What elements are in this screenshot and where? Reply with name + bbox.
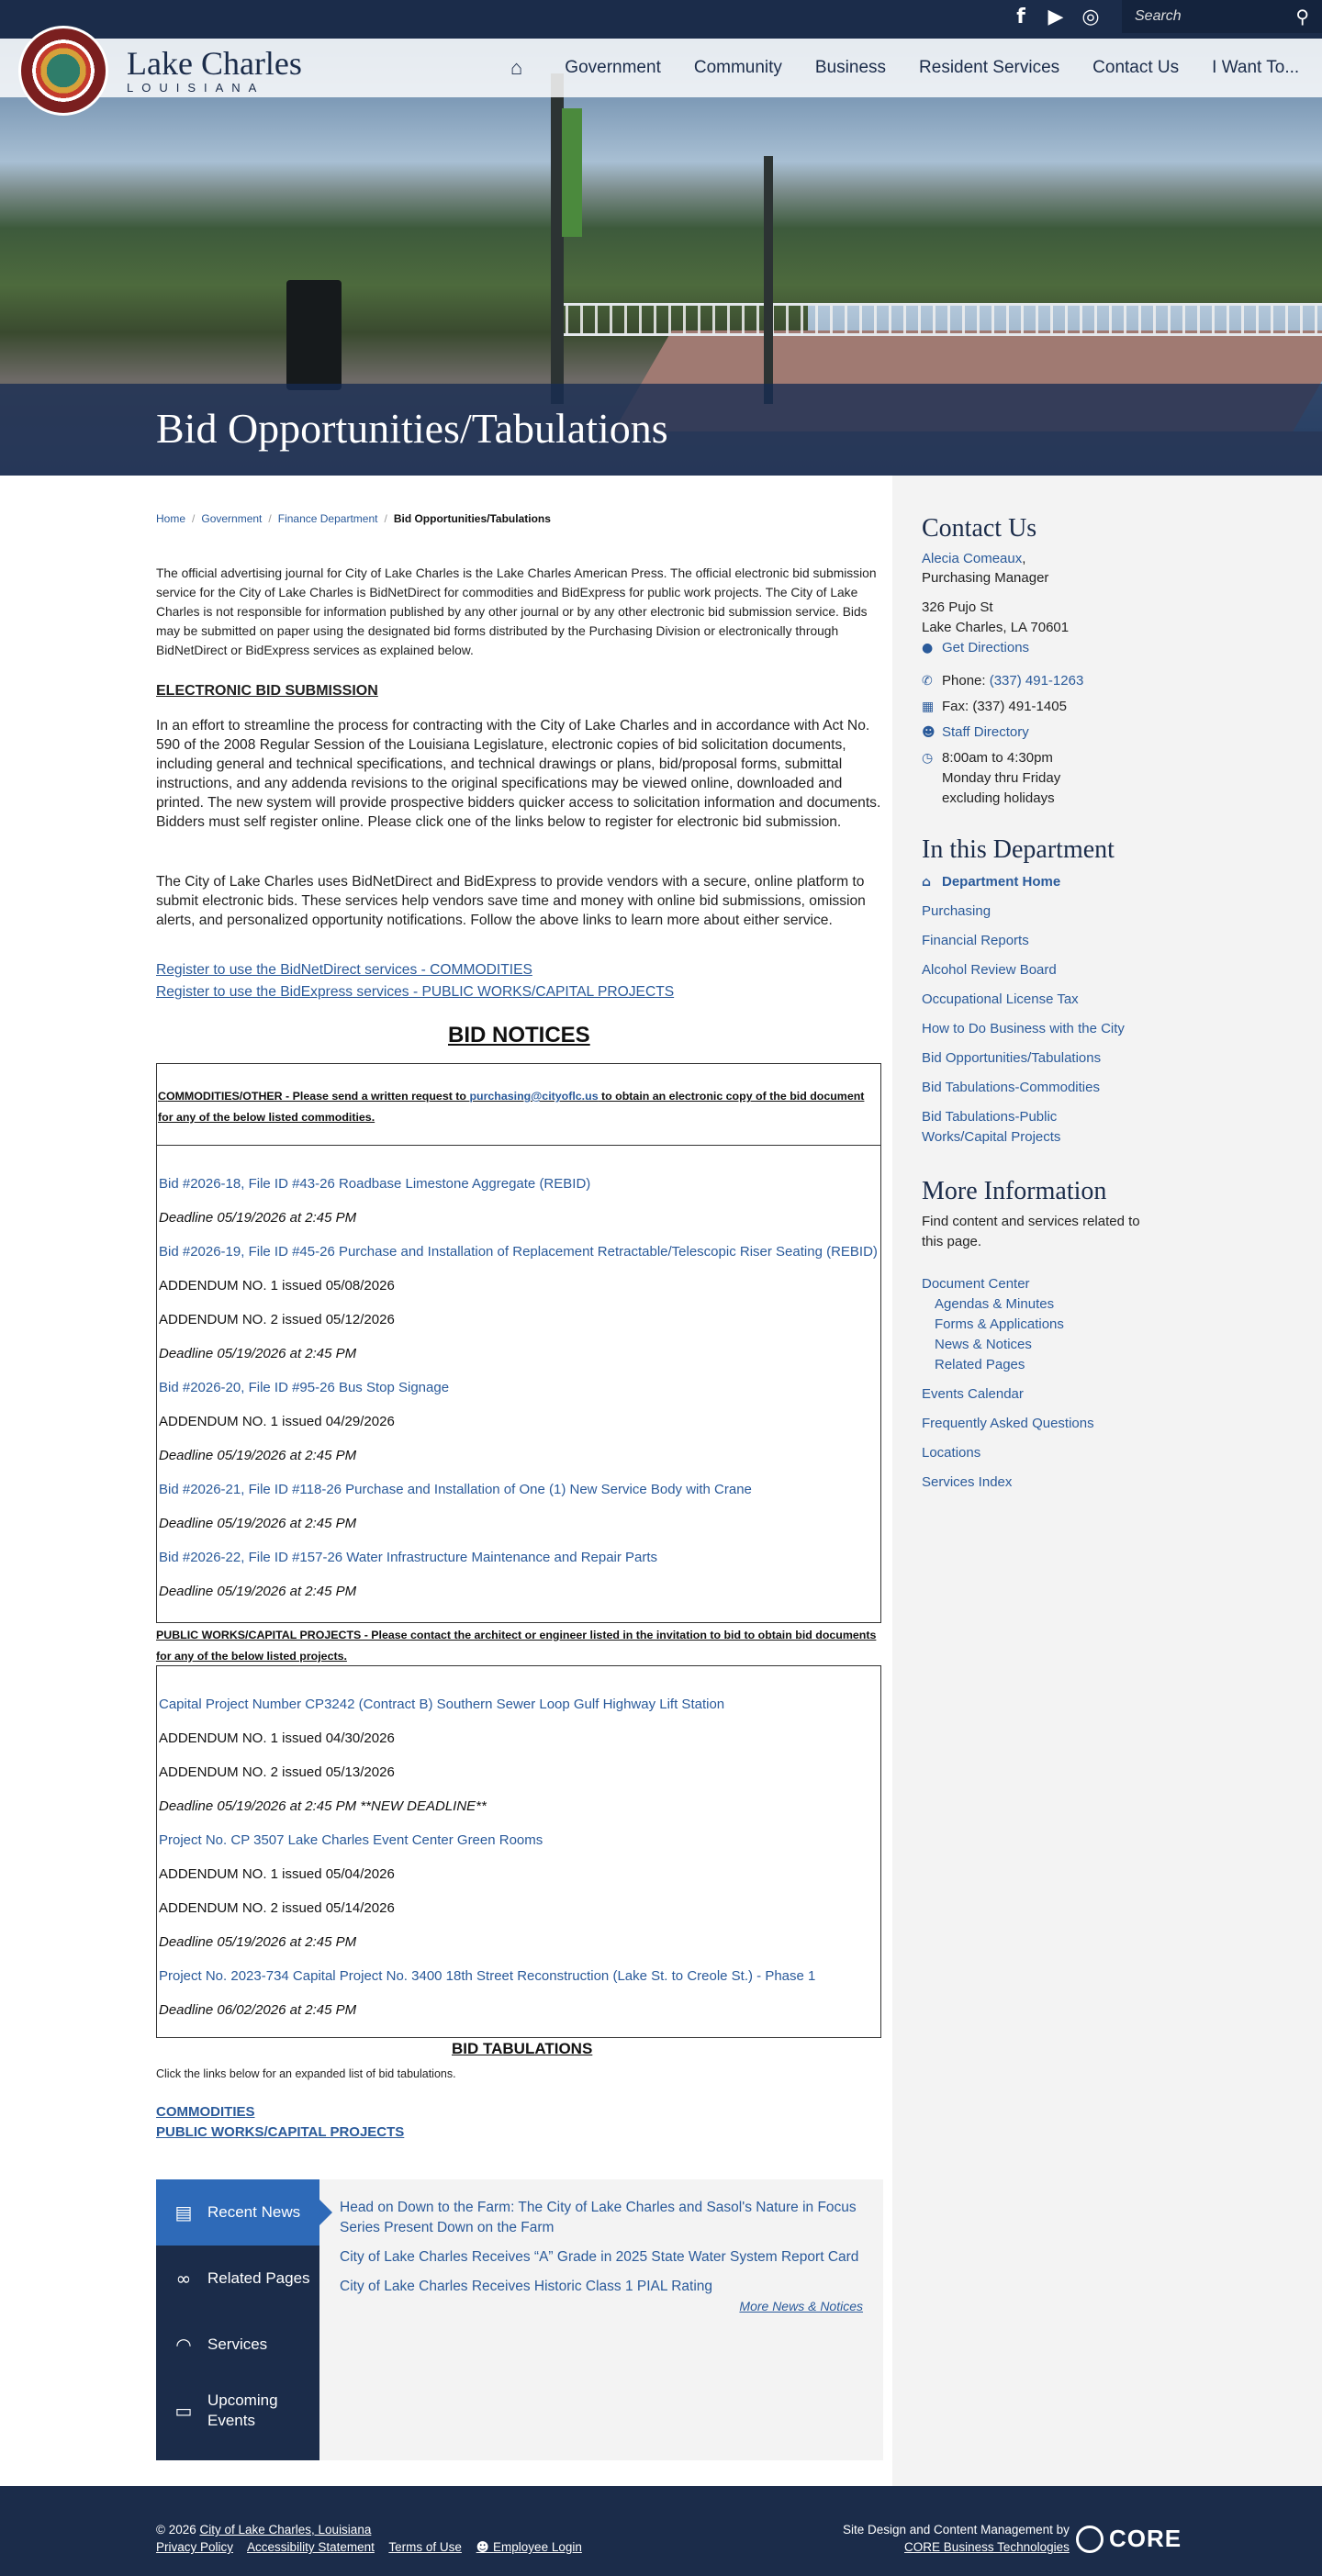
document-center-link[interactable]: Document Center bbox=[922, 1276, 1030, 1292]
nav-government[interactable]: Government bbox=[565, 58, 661, 77]
news-list bbox=[340, 2198, 863, 2306]
brand-city: Lake Charles bbox=[127, 45, 302, 82]
copyright-text: © 2026 bbox=[156, 2523, 200, 2537]
news-notices-link[interactable]: News & Notices bbox=[935, 1337, 1032, 1352]
accessibility-link[interactable]: Accessibility Statement bbox=[247, 2540, 375, 2554]
news-item[interactable]: City of Lake Charles Receives Historic Class 1 PIAL Rating bbox=[340, 2279, 713, 2294]
hero-banner bbox=[562, 108, 582, 237]
news-widget bbox=[156, 2179, 883, 2460]
brand[interactable] bbox=[127, 44, 302, 95]
department-link[interactable]: Financial Reports bbox=[922, 933, 1029, 948]
nav-i-want-to[interactable]: I Want To... bbox=[1212, 58, 1300, 77]
newspaper-icon: ▤ bbox=[174, 2201, 193, 2223]
bid-link[interactable]: Bid #2026-22, File ID #157-26 Water Infrastructure Maintenance and Repair Parts bbox=[159, 1550, 658, 1565]
core-logo[interactable] bbox=[1076, 2525, 1182, 2553]
search-box bbox=[1122, 0, 1322, 33]
bid-link[interactable]: Bid #2026-21, File ID #118-26 Purchase and Installation of One (1) New Service Body with Crane bbox=[159, 1482, 752, 1497]
commodities-list bbox=[159, 1175, 880, 1617]
tab-label: Related Pages bbox=[207, 2269, 310, 2287]
bid-deadline: Deadline 05/19/2026 at 2:45 PM bbox=[159, 1346, 357, 1361]
get-directions-link[interactable] bbox=[922, 638, 1029, 658]
fax bbox=[922, 697, 1067, 717]
clock-icon: ◷ bbox=[922, 751, 934, 766]
bid-tabulations-heading: BID TABULATIONS bbox=[452, 2040, 593, 2057]
breadcrumb-government[interactable]: Government bbox=[201, 512, 263, 525]
bid-addendum: ADDENDUM NO. 2 issued 05/12/2026 bbox=[159, 1312, 395, 1327]
events-calendar-link[interactable]: Events Calendar bbox=[922, 1386, 1024, 1402]
instagram-icon[interactable]: ◎ bbox=[1081, 5, 1100, 28]
bid-notices-heading: BID NOTICES bbox=[448, 1023, 590, 1047]
staff-directory-link[interactable] bbox=[922, 722, 1029, 743]
forms-applications-link[interactable]: Forms & Applications bbox=[935, 1316, 1064, 1332]
contact-person: Alecia Comeaux, bbox=[922, 551, 1026, 566]
tab-recent-news[interactable] bbox=[156, 2179, 319, 2246]
nav-business[interactable]: Business bbox=[814, 58, 887, 77]
bid-addendum: ADDENDUM NO. 2 issued 05/13/2026 bbox=[159, 1764, 395, 1780]
bid-addendum: ADDENDUM NO. 1 issued 05/08/2026 bbox=[159, 1278, 395, 1294]
department-heading: In this Department bbox=[922, 835, 1115, 864]
tabulations-publicworks-link[interactable]: PUBLIC WORKS/CAPITAL PROJECTS bbox=[156, 2124, 405, 2140]
fax-icon: ▦ bbox=[922, 700, 935, 714]
department-link[interactable]: Bid Tabulations-Public Works/Capital Projects bbox=[922, 1109, 1061, 1145]
breadcrumb-finance[interactable]: Finance Department bbox=[277, 512, 378, 525]
bid-deadline: Deadline 05/19/2026 at 2:45 PM bbox=[159, 1934, 357, 1950]
bid-addendum: ADDENDUM NO. 1 issued 04/30/2026 bbox=[159, 1730, 395, 1746]
commodities-note-box bbox=[156, 1063, 881, 1146]
tab-upcoming-events[interactable] bbox=[156, 2378, 319, 2444]
phone-link[interactable]: (337) 491-1263 bbox=[989, 673, 1084, 689]
tab-label: Services bbox=[207, 2335, 268, 2353]
address-line-2: Lake Charles, LA 70601 bbox=[922, 620, 1070, 635]
calendar-icon: ▭ bbox=[174, 2400, 193, 2422]
hours-line-3: excluding holidays bbox=[942, 790, 1055, 806]
nav-community[interactable]: Community bbox=[693, 58, 782, 77]
publicworks-list-box bbox=[156, 1665, 881, 2038]
register-bidnetdirect-link[interactable]: Register to use the BidNetDirect services - COMMODITIES bbox=[156, 962, 532, 978]
phone-icon: ✆ bbox=[922, 674, 933, 689]
bid-addendum: ADDENDUM NO. 1 issued 05/04/2026 bbox=[159, 1866, 395, 1882]
core-logo-icon bbox=[1076, 2526, 1104, 2553]
news-item[interactable]: City of Lake Charles Receives “A” Grade in 2025 State Water System Report Card bbox=[340, 2249, 859, 2265]
commodities-note-text: COMMODITIES/OTHER - Please send a written request to bbox=[158, 1090, 470, 1103]
bid-deadline: Deadline 05/19/2026 at 2:45 PM bbox=[159, 1516, 357, 1531]
main-nav bbox=[510, 39, 1316, 97]
ebs-paragraph-1: In an effort to streamline the process for contracting with the City of Lake Charles and in accordance with Act No. 590 of the 2008 Regular Session of the Louisiana Legislature, electronic copies of bid solicitation documents, including general and technical specifications, and technical drawings or plans, bid/proposal forms, submittal instructions, and any addenda revisions to the original specifications may be viewed online, downloaded and printed. The new system will provide prospective bidders quicker access to solicitation information and documents. Bidders must self register online. Please click one of the links below to register for electronic bid submission. bbox=[156, 718, 881, 830]
news-tabs bbox=[156, 2179, 319, 2460]
bid-tabulations-text: Click the links below for an expanded list of bid tabulations. bbox=[156, 2067, 456, 2080]
footer-left bbox=[156, 2521, 593, 2557]
get-directions-label: Get Directions bbox=[942, 640, 1030, 655]
credit-text: Site Design and Content Management by bbox=[843, 2523, 1070, 2537]
users-icon: ☻ bbox=[922, 725, 935, 740]
core-link[interactable]: CORE Business Technologies bbox=[904, 2540, 1070, 2554]
bid-link[interactable]: Project No. 2023-734 Capital Project No. 3400 18th Street Reconstruction (Lake St. to Creole St.) - Phase 1 bbox=[159, 1968, 816, 1984]
search-input[interactable] bbox=[1135, 8, 1291, 25]
home-icon: ⌂ bbox=[922, 875, 932, 890]
department-link[interactable]: Bid Tabulations-Commodities bbox=[922, 1080, 1100, 1095]
footer-copyright bbox=[156, 2521, 593, 2538]
page-title-bar bbox=[0, 384, 1322, 476]
commodities-list-box bbox=[156, 1146, 881, 1623]
agendas-minutes-link[interactable]: Agendas & Minutes bbox=[935, 1296, 1055, 1312]
ebs-paragraph-2: The City of Lake Charles uses BidNetDirect and BidExpress to provide vendors with a secure, online platform to submit electronic bids. These services help vendors save time and money with online bid submissions, omission alerts, and personalized opportunity notifications. Follow the above links to learn more about either service. bbox=[156, 874, 866, 928]
department-home-link[interactable] bbox=[922, 872, 1060, 892]
map-pin-icon: ● bbox=[922, 641, 934, 655]
hours-line-2: Monday thru Friday bbox=[942, 770, 1061, 786]
more-info-heading: More Information bbox=[922, 1177, 1107, 1205]
tab-services[interactable] bbox=[156, 2312, 319, 2378]
search-icon[interactable]: ⚲ bbox=[1295, 6, 1309, 28]
services-index-link[interactable]: Services Index bbox=[922, 1474, 1013, 1490]
tab-label: Upcoming Events bbox=[207, 2391, 278, 2429]
publicworks-list bbox=[159, 1696, 880, 2035]
publicworks-note: PUBLIC WORKS/CAPITAL PROJECTS - Please contact the architect or engineer listed in the invitation to bid to obtain bid documents for any of the below listed projects. bbox=[156, 1629, 877, 1663]
facebook-icon[interactable]: f bbox=[1016, 5, 1025, 28]
commodities-note bbox=[158, 1086, 879, 1128]
contact-heading: Contact Us bbox=[922, 514, 1037, 543]
department-link[interactable]: Bid Opportunities/Tabulations bbox=[922, 1050, 1102, 1066]
phone bbox=[922, 671, 1083, 691]
breadcrumb-current: Bid Opportunities/Tabulations bbox=[393, 512, 551, 525]
employee-login-link[interactable] bbox=[476, 2540, 582, 2554]
bid-addendum: ADDENDUM NO. 2 issued 05/14/2026 bbox=[159, 1900, 395, 1916]
bid-deadline: Deadline 05/19/2026 at 2:45 PM bbox=[159, 1210, 357, 1226]
staff-directory-label: Staff Directory bbox=[942, 724, 1029, 740]
bid-addendum: ADDENDUM NO. 1 issued 04/29/2026 bbox=[159, 1414, 395, 1429]
tab-related-pages[interactable] bbox=[156, 2246, 319, 2312]
locations-link[interactable]: Locations bbox=[922, 1445, 981, 1461]
employee-login-label: Employee Login bbox=[493, 2540, 582, 2554]
social-links bbox=[1010, 0, 1102, 33]
hours-line-1: 8:00am to 4:30pm bbox=[942, 750, 1053, 766]
bid-link[interactable]: Bid #2026-18, File ID #43-26 Roadbase Limestone Aggregate (REBID) bbox=[159, 1176, 591, 1192]
users-icon: ☻ bbox=[476, 2540, 494, 2555]
city-footer-link[interactable]: City of Lake Charles, Louisiana bbox=[199, 2523, 372, 2537]
privacy-policy-link[interactable]: Privacy Policy bbox=[156, 2540, 234, 2554]
city-seal-logo[interactable] bbox=[18, 26, 108, 116]
bid-deadline: Deadline 05/19/2026 at 2:45 PM **NEW DEADLINE** bbox=[159, 1798, 487, 1814]
terms-link[interactable]: Terms of Use bbox=[388, 2540, 462, 2554]
breadcrumb: Home / Government / Finance Department / Bid Opportunities/Tabulations bbox=[156, 512, 551, 525]
department-home-label: Department Home bbox=[942, 874, 1061, 890]
footer-links bbox=[156, 2538, 593, 2557]
faq-link[interactable]: Frequently Asked Questions bbox=[922, 1416, 1094, 1431]
department-link[interactable]: Alcohol Review Board bbox=[922, 962, 1057, 978]
contact-name-link[interactable]: Alecia Comeaux bbox=[922, 551, 1023, 566]
hero-lamp-post bbox=[764, 156, 773, 404]
more-info-text: Find content and services related to this page. bbox=[922, 1214, 1140, 1249]
youtube-icon[interactable]: ▶ bbox=[1048, 5, 1064, 28]
breadcrumb-home[interactable]: Home bbox=[156, 512, 186, 525]
more-news-link[interactable]: More News & Notices bbox=[739, 2299, 863, 2313]
link-icon: ∞ bbox=[175, 2268, 192, 2290]
commodities-note-text-end: to obtain an electronic copy of the bid document for any of the below listed commodities. bbox=[158, 1090, 865, 1124]
bid-deadline: Deadline 05/19/2026 at 2:45 PM bbox=[159, 1448, 357, 1463]
ebs-heading: ELECTRONIC BID SUBMISSION bbox=[156, 683, 378, 699]
bell-icon: ◠ bbox=[175, 2334, 192, 2356]
contact-title: Purchasing Manager bbox=[922, 570, 1049, 586]
fax-text: Fax: (337) 491-1405 bbox=[942, 699, 1067, 714]
tabulations-commodities-link[interactable]: COMMODITIES bbox=[156, 2104, 255, 2120]
brand-state: LOUISIANA bbox=[127, 81, 265, 95]
home-icon[interactable]: ⌂ bbox=[510, 56, 523, 79]
nav-resident-services[interactable]: Resident Services bbox=[919, 58, 1060, 77]
hours bbox=[922, 748, 1053, 768]
department-link[interactable]: How to Do Business with the City bbox=[922, 1021, 1125, 1036]
bid-link[interactable]: Capital Project Number CP3242 (Contract B) Southern Sewer Loop Gulf Highway Lift Station bbox=[159, 1697, 725, 1712]
footer-credit bbox=[843, 2521, 1070, 2556]
bid-link[interactable]: Project No. CP 3507 Lake Charles Event Center Green Rooms bbox=[159, 1832, 543, 1848]
related-pages-link[interactable]: Related Pages bbox=[935, 1357, 1025, 1372]
hero-railing bbox=[551, 303, 1322, 336]
register-bidexpress-link[interactable]: Register to use the BidExpress services - PUBLIC WORKS/CAPITAL PROJECTS bbox=[156, 984, 675, 1000]
department-link[interactable]: Occupational License Tax bbox=[922, 991, 1079, 1007]
purchasing-email-link[interactable]: purchasing@cityoflc.us bbox=[469, 1090, 599, 1103]
department-link[interactable]: Purchasing bbox=[922, 903, 992, 919]
hero-trash-bin bbox=[286, 280, 342, 390]
bid-link[interactable]: Bid #2026-19, File ID #45-26 Purchase and Installation of Replacement Retractable/Telescopic Riser Seating (REBID) bbox=[159, 1244, 878, 1260]
footer bbox=[0, 2486, 1322, 2576]
core-logo-text: CORE bbox=[1109, 2525, 1182, 2552]
tab-label: Recent News bbox=[207, 2203, 301, 2221]
page-title: Bid Opportunities/Tabulations bbox=[156, 405, 668, 452]
bid-deadline: Deadline 05/19/2026 at 2:45 PM bbox=[159, 1584, 357, 1599]
bid-deadline: Deadline 06/02/2026 at 2:45 PM bbox=[159, 2002, 357, 2018]
bid-link[interactable]: Bid #2026-20, File ID #95-26 Bus Stop Signage bbox=[159, 1380, 450, 1395]
nav-contact-us[interactable]: Contact Us bbox=[1092, 58, 1180, 77]
news-item[interactable]: Head on Down to the Farm: The City of Lake Charles and Sasol's Nature in Focus Series Present Down on the Farm bbox=[340, 2200, 857, 2235]
intro-text: The official advertising journal for City of Lake Charles is the Lake Charles American Press. The official electronic bid submission service for the City of Lake Charles is BidNetDirect for commodities and BidExpress for public work projects. The City of Lake Charles is not responsible for information published by any other journal or by any other electronic bid submission service. Bids may be submitted on paper using the designated bid forms distributed by the Purchasing Division or electronically through BidNetDirect or BidExpress services as explained below. bbox=[156, 566, 877, 657]
phone-label: Phone: bbox=[942, 673, 990, 689]
address-line-1: 326 Pujo St bbox=[922, 599, 993, 615]
